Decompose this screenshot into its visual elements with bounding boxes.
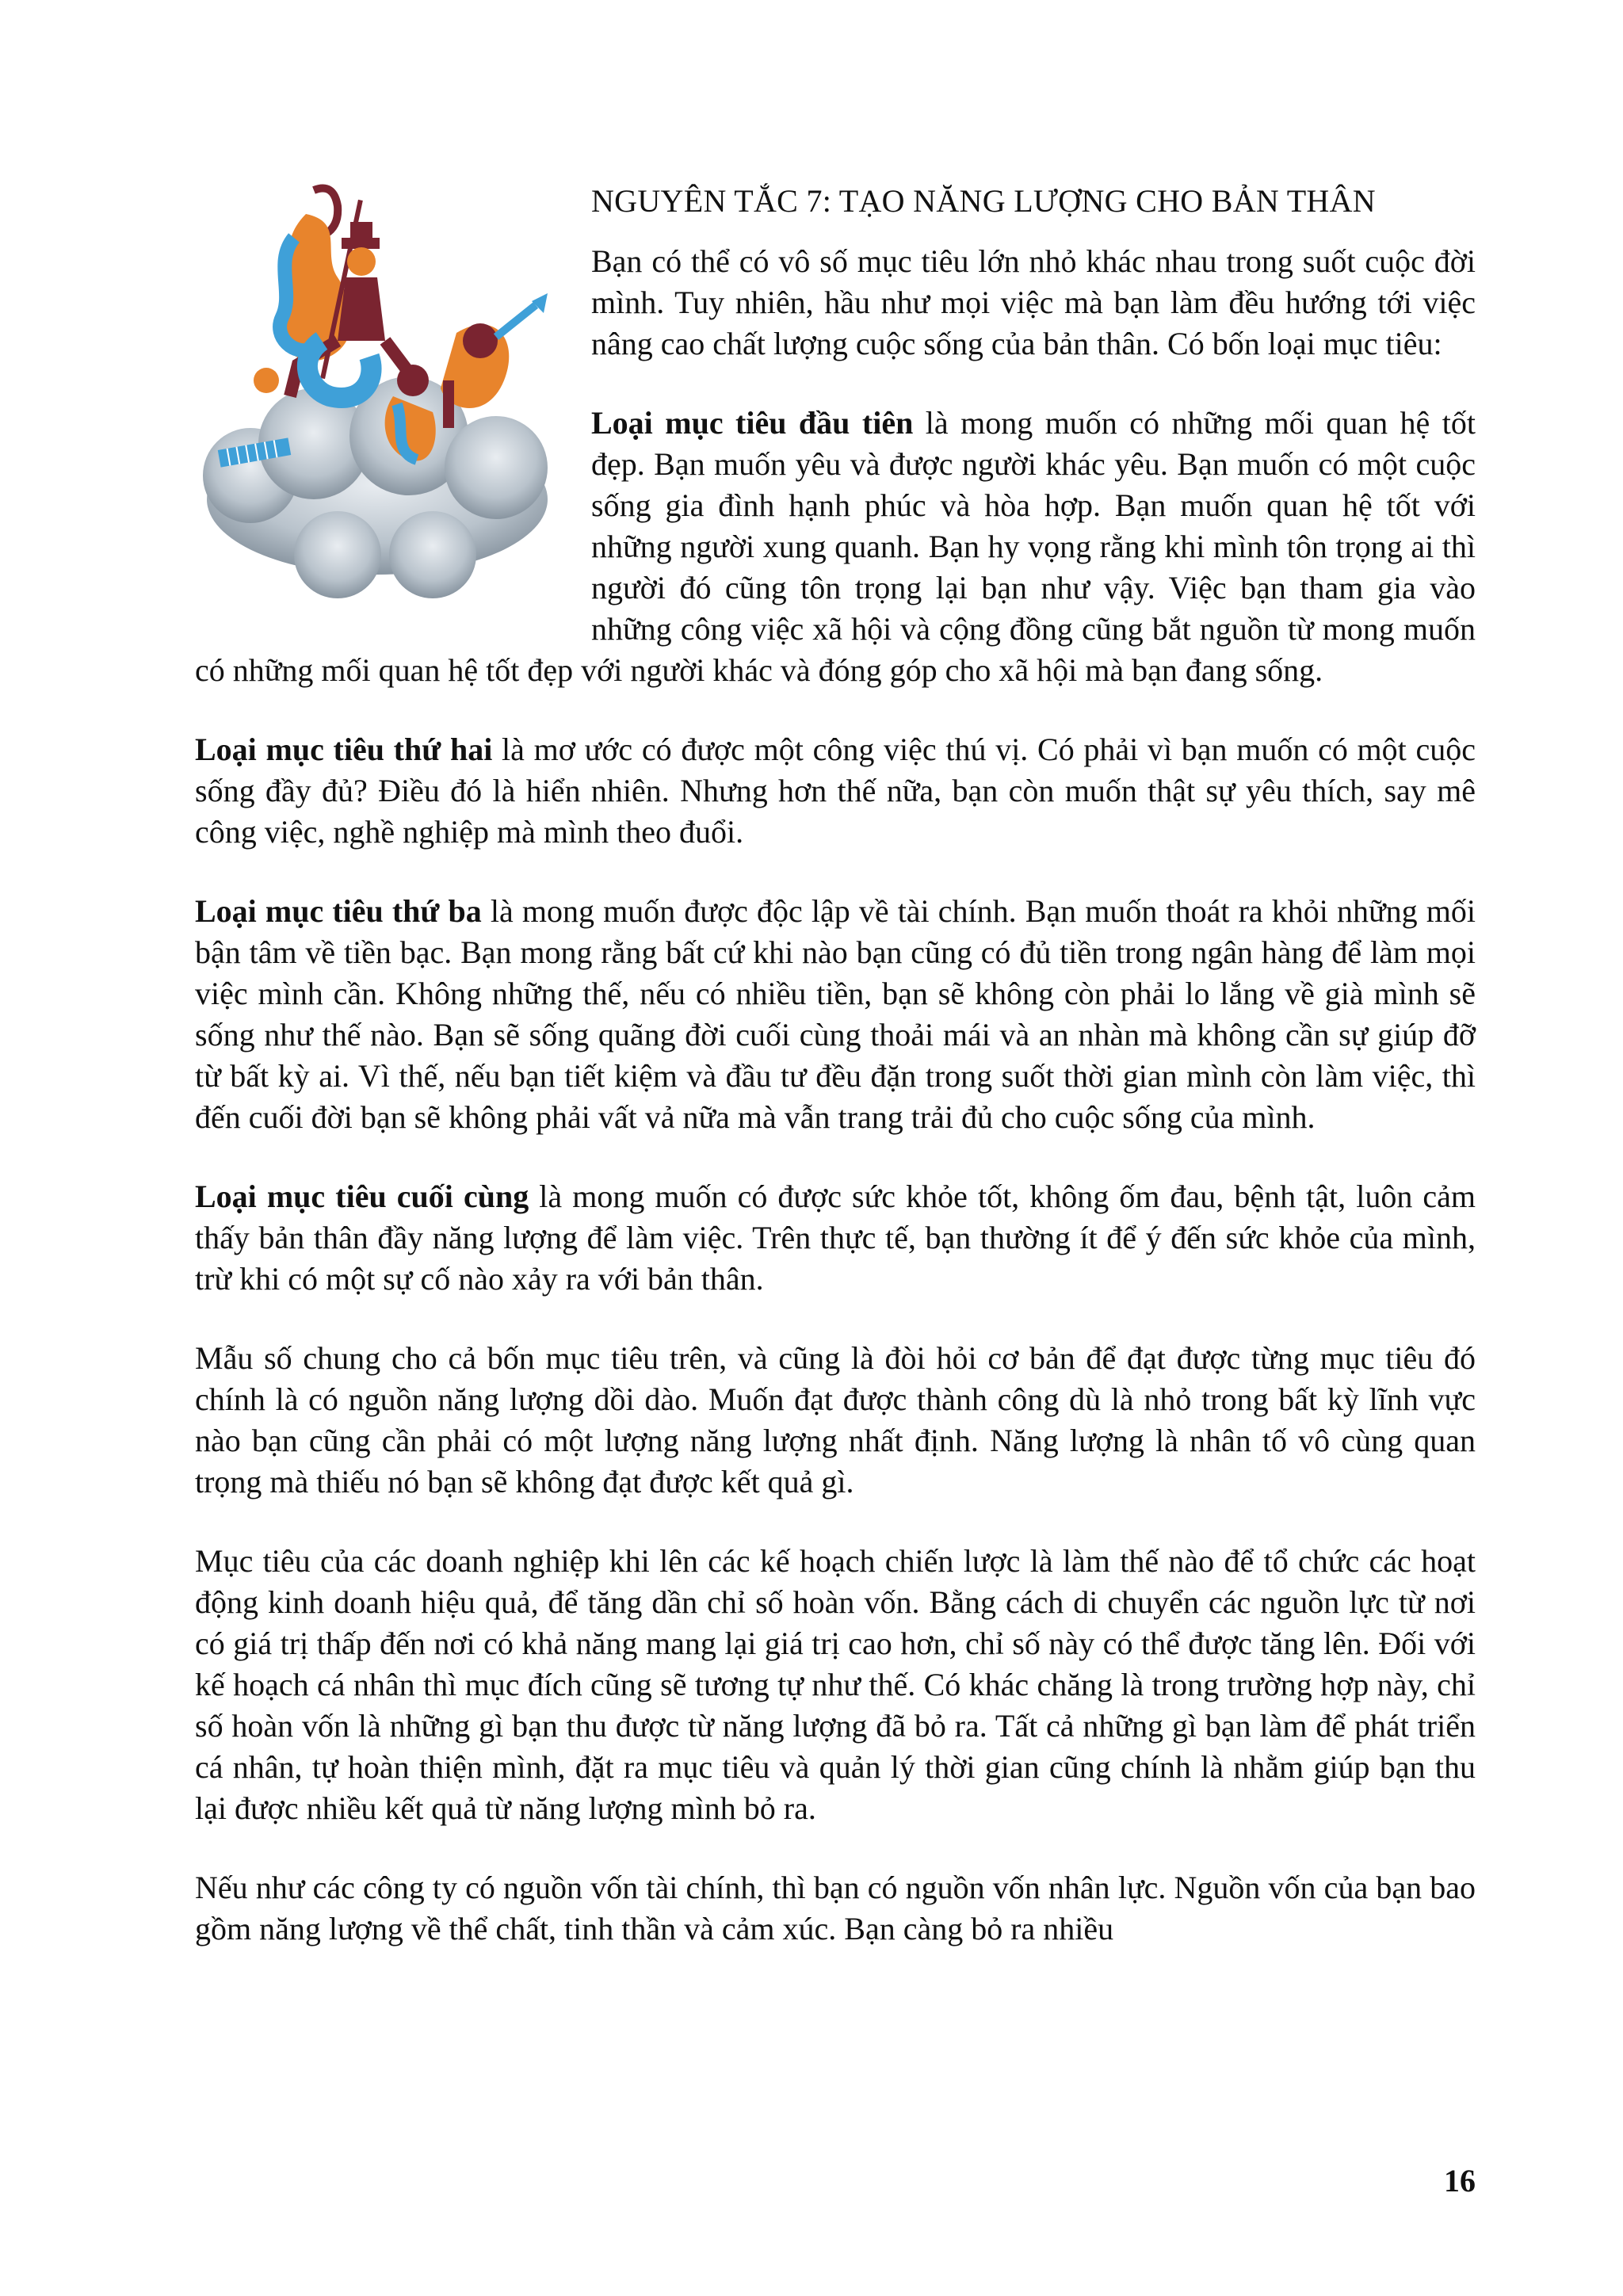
paragraph-business-goals [195, 1541, 1476, 1829]
paragraph-text: là mơ ước có được một công việc thú vị. Có phải vì bạn muốn có một cuộc sống đầy đủ? Điều đó là hiển nhiên. Nhưng hơn thế nữa, bạn còn muốn thật sự yêu thích, say mê công việc, nghề nghiệp mà mình theo đuổi. [195, 732, 1476, 850]
paragraph-lead: Loại mục tiêu đầu tiên [591, 405, 914, 441]
paragraph-text: là mong muốn có được sức khỏe tốt, không ốm đau, bệnh tật, luôn cảm thấy bản thân đầy năng lượng để làm việc. Trên thực tế, bạn thường ít để ý đến sức khỏe của mình, trừ khi có một sự cố nào xảy ra với bản thân. [195, 1179, 1476, 1297]
paragraph-goal-3 [195, 891, 1476, 1138]
page-number: 16 [1444, 2163, 1476, 2199]
paragraph-text: Bạn có thể có vô số mục tiêu lớn nhỏ khác nhau trong suốt cuộc đời mình. Tuy nhiên, hầu như mọi việc mà bạn làm đều hướng tới việc nâng cao chất lượng cuộc sống của bản thân. Có bốn loại mục tiêu: [591, 243, 1476, 361]
page-content [195, 182, 1476, 1988]
paragraph-text: là mong muốn được độc lập về tài chính. Bạn muốn thoát ra khỏi những mối bận tâm về tiền bạc. Bạn mong rằng bất cứ khi nào bạn cũng có đủ tiền trong ngân hàng để làm mọi việc mình cần. Không những thế, nếu có nhiều tiền, bạn sẽ không còn phải lo lắng về già mình sẽ sống như thế nào. Bạn sẽ sống quãng đời cuối cùng thoải mái và an nhàn mà không cần sự giúp đỡ từ bất kỳ ai. Vì thế, nếu bạn tiết kiệm và đầu tư đều đặn trong suốt thời gian mình còn làm việc, thì đến cuối đời bạn sẽ không phải vất vả nữa mà vẫn trang trải đủ cho cuộc sống của mình. [195, 893, 1476, 1135]
paragraph-lead: Loại mục tiêu thứ hai [195, 732, 493, 767]
paragraph-goal-4 [195, 1176, 1476, 1300]
paragraph-text: Mẫu số chung cho cả bốn mục tiêu trên, và cũng là đòi hỏi cơ bản để đạt được từng mục tiêu đó chính là có nguồn năng lượng dồi dào. Muốn đạt được thành công dù là nhỏ trong bất kỳ lĩnh vực nào bạn cũng cần phải có một lượng năng lượng nhất định. Năng lượng là nhân tố vô cùng quan trọng mà thiếu nó bạn sẽ không đạt được kết quả gì. [195, 1340, 1476, 1499]
paragraph-lead: Loại mục tiêu thứ ba [195, 893, 482, 929]
blue-swirl-figure [254, 341, 372, 398]
cloud-shape [203, 376, 548, 598]
section-title: NGUYÊN TẮC 7: TẠO NĂNG LƯỢNG CHO BẢN THÂN [591, 183, 1376, 219]
paragraph-text: Nếu như các công ty có nguồn vốn tài chính, thì bạn có nguồn vốn nhân lực. Nguồn vốn của bạn bao gồm năng lượng về thể chất, tinh thần và cảm xúc. Bạn càng bỏ ra nhiều [195, 1870, 1476, 1946]
paragraph-text: Mục tiêu của các doanh nghiệp khi lên các kế hoạch chiến lược là làm thế nào để tổ chức các hoạt động kinh doanh hiệu quả, để tăng dần chỉ số hoàn vốn. Bằng cách di chuyển các nguồn lực từ nơi có giá trị thấp đến nơi có khả năng mang lại giá trị cao hơn, chỉ số này có thể được tăng lên. Đối với kế hoạch cá nhân thì mục đích cũng sẽ tương tự như thế. Có khác chăng là trong trường hợp này, chỉ số hoàn vốn là những gì bạn thu được từ năng lượng đã bỏ ra. Tất cả những gì bạn làm để phát triển cá nhân, tự hoàn thiện mình, đặt ra mục tiêu và quản lý thời gian cũng chính là nhằm giúp bạn thu lại được nhiều kết quả từ năng lượng mình bỏ ra. [195, 1543, 1476, 1826]
paragraph-human-capital [195, 1867, 1476, 1950]
paragraph-common-denominator [195, 1338, 1476, 1503]
paragraph-lead: Loại mục tiêu cuối cùng [195, 1179, 529, 1214]
paragraph-text: là mong muốn có những mối quan hệ tốt đẹp. Bạn muốn yêu và được người khác yêu. Bạn muốn có một cuộc sống gia đình hạnh phúc và hòa hợp. Bạn muốn quan hệ tốt với những người xung quanh. Bạn hy vọng rằng khi mình tôn trọng ai thì người đó cũng tôn trọng lại bạn như vậy. Việc bạn tham gia vào những công việc xã hội và cộng đồng cũng bắt nguồn từ mong muốn có những mối quan hệ tốt đẹp với người khác và đóng góp cho xã hội mà bạn đang sống. [195, 405, 1476, 688]
musicians-on-cloud-illustration [195, 182, 559, 602]
paragraph-goal-2 [195, 729, 1476, 853]
